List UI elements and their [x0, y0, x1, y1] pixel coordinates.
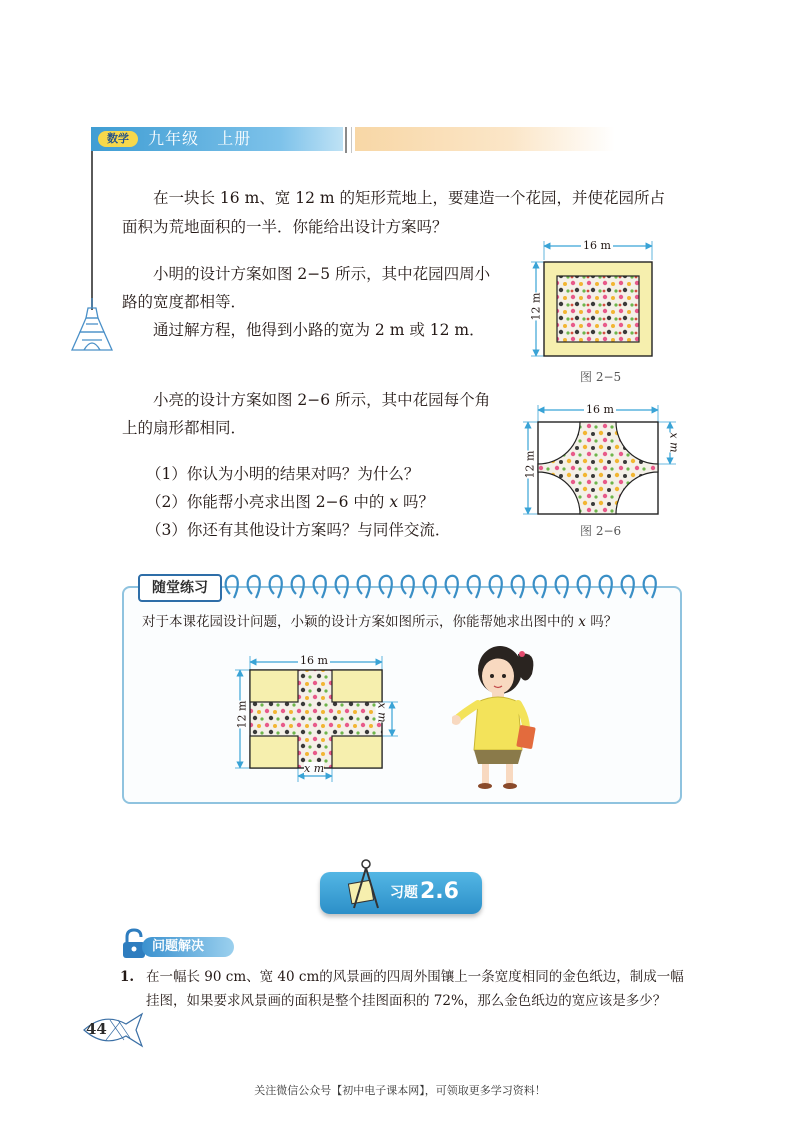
practice-text: [142, 612, 617, 632]
header-fade-bar: [355, 127, 615, 151]
fig26-caption: 图 2−6: [580, 524, 622, 538]
figure-2-5: [522, 238, 674, 366]
practice-text-post: 吗？: [585, 614, 618, 630]
spiral-binding: [222, 572, 672, 602]
question-1: （1）你认为小明的结果对吗？为什么？: [146, 465, 420, 483]
girl-illustration: [452, 640, 552, 790]
practice-width-label: 12 m: [235, 700, 249, 729]
figure-2-6: [518, 402, 690, 522]
xiaoliang-line-2: 上的扇形都相同．: [122, 419, 247, 437]
question-2-post: 吗？: [398, 493, 435, 511]
problem1-line-2: 挂图，如果要求风景画的面积是整个挂图面积的 72%，那么金色纸边的宽应该是多少？: [146, 993, 667, 1009]
question-2: [146, 490, 434, 514]
question-2-pre: （2）你能帮小亮求出图 2−6 中的: [146, 493, 390, 511]
xiaoliang-line-1: 小亮的设计方案如图 2−6 所示，其中花园每个角: [153, 391, 491, 409]
problem1-number: 1.: [120, 969, 135, 985]
xiaoming-line-1: 小明的设计方案如图 2−5 所示，其中花园四周小: [153, 265, 491, 283]
practice-path-v-label: x m: [375, 702, 389, 723]
practice-title: 随堂练习: [138, 574, 222, 602]
page-number: 44: [86, 1020, 107, 1038]
header-separator-thin: [351, 127, 352, 153]
header-vertical-rule: [91, 150, 93, 310]
fig26-length-label: 16 m: [586, 403, 614, 416]
xiaoming-line-3: 通过解方程，他得到小路的宽为 2 m 或 12 m．: [153, 321, 485, 339]
header-title: [148, 129, 251, 149]
subject-badge: 数学: [98, 131, 138, 147]
fig25-caption: 图 2−5: [580, 370, 622, 384]
fig25-length-label: 16 m: [583, 239, 611, 252]
practice-length-label: 16 m: [300, 654, 328, 667]
compass-icon: [344, 858, 384, 912]
section-tag: 问题解决: [142, 937, 234, 957]
practice-text-pre: 对于本课花园设计问题，小颖的设计方案如图所示，你能帮她求出图中的: [142, 614, 579, 630]
problem-line-1: 在一块长 16 m、宽 12 m 的矩形荒地上，要建造一个花园，并使花园所占: [153, 189, 665, 207]
question-2-var: x: [389, 493, 399, 511]
practice-path-h-label: x m: [304, 762, 325, 775]
fig26-radius-label: x m: [667, 432, 681, 453]
problem-line-2: 面积为荒地面积的一半．你能给出设计方案吗？: [122, 218, 448, 236]
header-grade: 九年级: [148, 129, 200, 148]
tower-icon: [70, 296, 114, 352]
practice-text-var: x: [578, 614, 586, 630]
header-separator: [345, 127, 347, 153]
header-volume: 上册: [217, 129, 252, 148]
fig25-width-label: 12 m: [529, 292, 543, 321]
exercise-number: 2.6: [420, 879, 459, 904]
fig26-width-label: 12 m: [523, 450, 537, 479]
xiaoming-line-2: 路的宽度都相等．: [122, 293, 247, 311]
problem1-line-1: 在一幅长 90 cm、宽 40 cm的风景画的四周外围镶上一条宽度相同的金色纸边，制成一幅: [146, 969, 684, 985]
exercise-label: 习题: [390, 885, 418, 901]
question-3: （3）你还有其他设计方案吗？与同伴交流．: [146, 521, 451, 539]
footer-note: 关注微信公众号【初中电子课本网】，可领取更多学习资料！: [254, 1084, 546, 1097]
